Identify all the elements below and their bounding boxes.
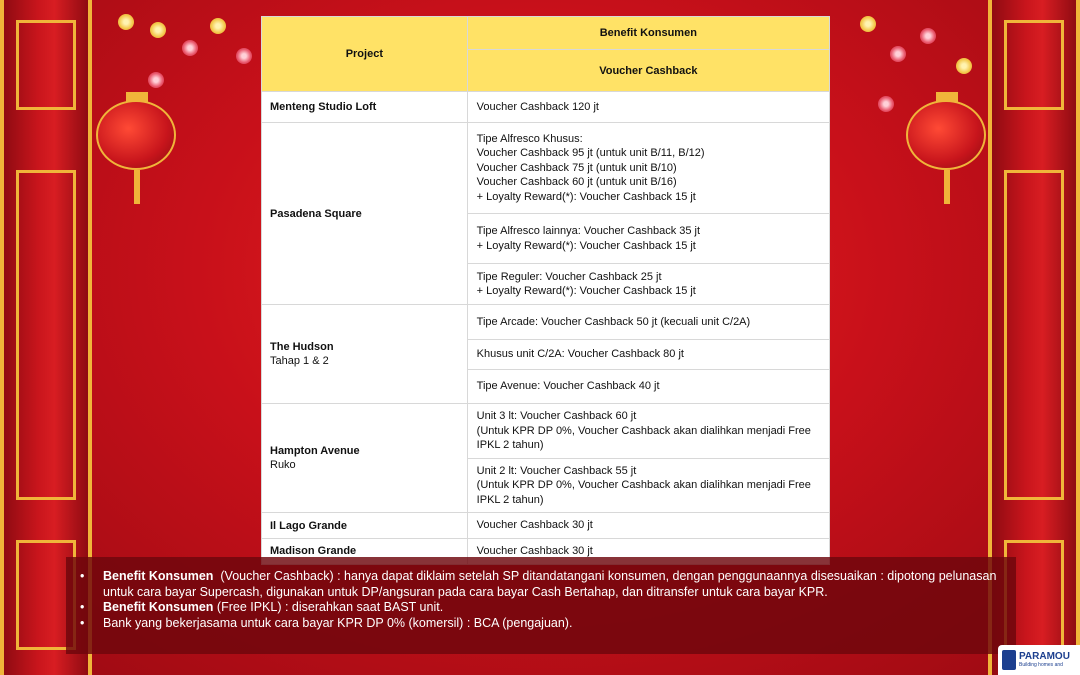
benefit-line: Tipe Avenue: Voucher Cashback 40 jt xyxy=(476,380,660,393)
blossom-icon xyxy=(236,48,252,64)
benefit-line: Khusus unit C/2A: Voucher Cashback 80 jt xyxy=(476,348,684,361)
logo-mark-icon xyxy=(1002,650,1016,670)
benefit-table xyxy=(261,16,830,565)
blossom-icon xyxy=(878,96,894,112)
project-cell xyxy=(262,92,468,123)
table-row xyxy=(262,123,830,214)
benefit-line: IPKL 2 tahun) xyxy=(476,493,544,506)
blossom-icon xyxy=(148,72,164,88)
project-name: Menteng Studio Loft xyxy=(270,101,377,113)
benefit-line: Voucher Cashback 30 jt xyxy=(476,519,593,532)
benefit-table-container xyxy=(261,16,830,565)
project-name: The Hudson xyxy=(270,341,334,353)
benefit-line: Voucher Cashback 30 jt xyxy=(476,545,593,557)
benefit-line: (Untuk KPR DP 0%, Voucher Cashback akan dialihkan menjadi Free xyxy=(476,424,811,437)
project-name: Hampton Avenue xyxy=(270,445,360,457)
table-row xyxy=(262,404,830,459)
header-project: Project xyxy=(262,17,468,92)
project-subtitle: Tahap 1 & 2 xyxy=(270,355,329,367)
logo-tagline: Building homes and xyxy=(1019,662,1063,668)
project-cell xyxy=(262,404,468,513)
project-subtitle: Ruko xyxy=(270,459,296,471)
benefit-cell xyxy=(467,264,829,305)
header-voucher-cashback: Voucher Cashback xyxy=(467,50,829,92)
benefit-line: Tipe Alfresco Khusus: xyxy=(476,132,583,145)
bullet-icon: • xyxy=(80,569,85,583)
header-benefit-konsumen: Benefit Konsumen xyxy=(467,17,829,50)
benefit-line: + Loyalty Reward(*): Voucher Cashback 15 jt xyxy=(476,239,696,252)
blossom-icon xyxy=(210,18,226,34)
blossom-icon xyxy=(182,40,198,56)
benefit-line: Tipe Arcade: Voucher Cashback 50 jt (kecuali unit C/2A) xyxy=(476,315,751,328)
blossom-icon xyxy=(890,46,906,62)
lantern-icon xyxy=(96,100,176,170)
note-item xyxy=(80,616,1002,632)
note-bold-label: Benefit Konsumen xyxy=(103,569,214,583)
benefit-cell xyxy=(467,370,829,404)
benefit-cell xyxy=(467,458,829,513)
blossom-icon xyxy=(920,28,936,44)
blossom-icon xyxy=(860,16,876,32)
benefit-line: Voucher Cashback 75 jt (untuk unit B/10) xyxy=(476,161,677,174)
blossom-icon xyxy=(118,14,134,30)
benefit-line: IPKL 2 tahun) xyxy=(476,439,544,451)
notes-box xyxy=(66,557,1016,654)
project-cell xyxy=(262,123,468,305)
table-row xyxy=(262,305,830,340)
project-name: Madison Grande xyxy=(270,545,357,558)
table-row xyxy=(262,92,830,123)
benefit-line: + Loyalty Reward(*): Voucher Cashback 15 jt xyxy=(476,285,696,297)
blossom-icon xyxy=(150,22,166,38)
bullet-icon: • xyxy=(80,600,85,614)
benefit-line: Unit 2 lt: Voucher Cashback 55 jt xyxy=(476,464,637,477)
project-name: Pasadena Square xyxy=(270,207,362,220)
benefit-cell xyxy=(467,340,829,370)
benefit-line: Unit 3 lt: Voucher Cashback 60 jt xyxy=(476,410,637,422)
table-body xyxy=(262,92,830,565)
benefit-line: Voucher Cashback 120 jt xyxy=(476,100,599,113)
benefit-line: + Loyalty Reward(*): Voucher Cashback 15 jt xyxy=(476,190,696,203)
logo-name: PARAMOU xyxy=(1019,651,1070,662)
project-cell xyxy=(262,305,468,404)
benefit-line: Voucher Cashback 60 jt (untuk unit B/16) xyxy=(476,176,677,189)
note-text: (Voucher Cashback) : hanya dapat diklaim setelah SP ditandatangani konsumen, dengan penggunaannya disesuaikan : dipotong pelunasan untuk cara bayar Supercash, digunakan untuk DP/angsuran pada cara bayar Cash Bertahap, dan ditransfer untuk cara bayar KPR. xyxy=(103,569,1000,599)
paramount-logo xyxy=(998,645,1080,675)
benefit-cell xyxy=(467,404,829,459)
project-cell xyxy=(262,513,468,539)
note-text: Bank yang bekerjasama untuk cara bayar KPR DP 0% (komersil) : BCA (pengajuan). xyxy=(103,615,573,630)
benefit-cell xyxy=(467,92,829,123)
table-row xyxy=(262,513,830,539)
blossom-icon xyxy=(956,58,972,74)
benefit-cell xyxy=(467,123,829,214)
benefit-cell xyxy=(467,513,829,539)
note-item xyxy=(80,569,1002,600)
benefit-cell xyxy=(467,214,829,264)
note-bold-label: Benefit Konsumen xyxy=(103,600,214,614)
project-name: Il Lago Grande xyxy=(270,519,348,532)
notes-list xyxy=(80,569,1002,631)
benefit-line: Tipe Alfresco lainnya: Voucher Cashback 35 jt xyxy=(476,225,701,237)
benefit-cell xyxy=(467,305,829,340)
bullet-icon: • xyxy=(80,615,85,630)
note-text: (Free IPKL) : diserahkan saat BAST unit. xyxy=(213,600,444,614)
lantern-icon xyxy=(906,100,986,170)
benefit-line: (Untuk KPR DP 0%, Voucher Cashback akan dialihkan menjadi Free xyxy=(476,479,811,491)
benefit-line: Voucher Cashback 95 jt (untuk unit B/11, B/12) xyxy=(476,147,705,160)
note-item xyxy=(80,600,1002,616)
benefit-line: Tipe Reguler: Voucher Cashback 25 jt xyxy=(476,270,662,283)
